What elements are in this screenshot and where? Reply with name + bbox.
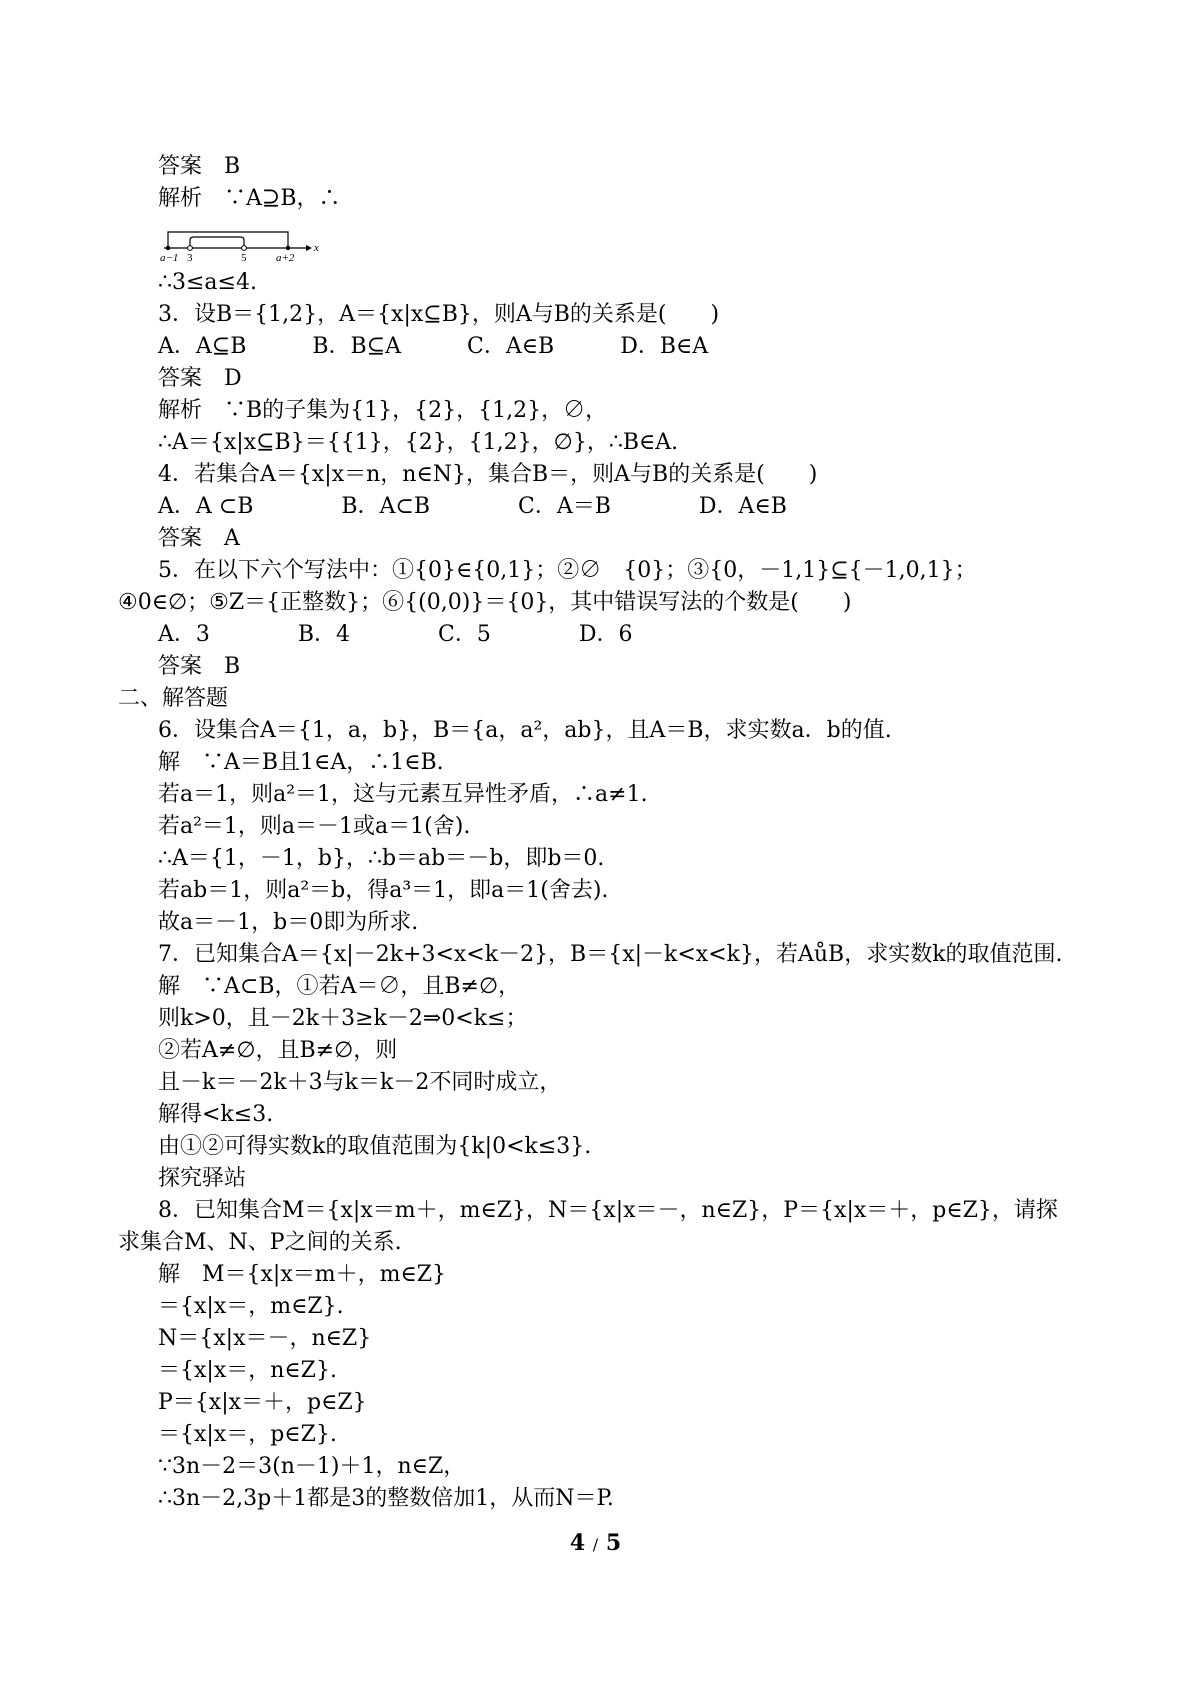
point-5	[242, 246, 247, 251]
interval-a-bracket	[168, 232, 288, 248]
page-total: 5	[605, 1530, 622, 1556]
text-line-l01: 答案 B	[158, 154, 241, 179]
text-line-l27: ②若A≠∅，且B≠∅，则	[158, 1038, 398, 1063]
text-line-l40: ∵3n－2＝3(n－1)＋1，n∈Z，	[158, 1454, 466, 1479]
number-line-diagram	[160, 222, 350, 262]
text-line-l13: ④0∈∅；⑤Z＝{正整数}；⑥{(0,0)}＝{0}，其中错误写法的个数是( )	[118, 590, 852, 615]
text-line-l28: 且－k＝－2k＋3与k＝k－2不同时成立，	[158, 1070, 562, 1095]
text-line-l07: 解析 ∵B的子集为{1}，{2}，{1,2}，∅，	[158, 398, 608, 423]
text-line-l03: ∴3≤a≤4.	[158, 270, 257, 295]
point-3	[188, 246, 193, 251]
text-line-l30: 由①②可得实数k的取值范围为{k|0<k≤3}.	[158, 1134, 592, 1159]
text-line-l35: ＝{x|x＝，m∈Z}.	[158, 1294, 344, 1319]
text-line-l12: 5．在以下六个写法中：①{0}∈{0,1}；②∅ {0}；③{0，－1,1}⊆{－1,0,1}；	[158, 558, 977, 583]
text-line-l31: 探究驿站	[158, 1166, 247, 1191]
page-number	[0, 1528, 1191, 1560]
text-line-l38: P＝{x|x＝＋，p∈Z}	[158, 1390, 367, 1415]
text-line-l32: 8．已知集合M＝{x|x＝m＋，m∈Z}，N＝{x|x＝－，n∈Z}，P＝{x|x＝＋，p∈Z}，请探	[158, 1198, 1058, 1223]
text-line-l33: 求集合M、N、P之间的关系.	[118, 1230, 402, 1255]
page-current: 4	[569, 1530, 586, 1556]
text-line-l19: 若a＝1，则a²＝1，这与元素互异性矛盾，∴a≠1.	[158, 782, 648, 807]
text-line-l41: ∴3n－2,3p＋1都是3的整数倍加1，从而N＝P.	[158, 1486, 614, 1511]
interval-b-bracket	[190, 237, 244, 248]
text-line-l39: ＝{x|x＝，p∈Z}.	[158, 1422, 337, 1447]
text-line-l17: 6．设集合A＝{1，a，b}，B＝{a，a²，ab}，且A＝B，求实数a．b的值.	[158, 718, 892, 743]
text-line-l21: ∴A＝{1，－1，b}，∴b＝ab＝－b，即b＝0.	[158, 846, 605, 871]
text-line-l24: 7．已知集合A＝{x|－2k+3<x<k－2}，B＝{x|－k<x<k}，若AůB，求实数k的取值范围.	[158, 942, 1063, 967]
text-line-l20: 若a²＝1，则a＝－1或a＝1(舍).	[158, 814, 471, 839]
text-line-l15: 答案 B	[158, 654, 241, 679]
text-line-l18: 解 ∵A＝B且1∈A，∴1∈B.	[158, 750, 444, 775]
text-line-l26: 则k>0，且－2k＋3≥k－2⇒0<k≤；	[158, 1006, 528, 1031]
text-line-l25: 解 ∵A⊂B，①若A＝∅，且B≠∅，	[158, 974, 521, 999]
text-line-l04: 3．设B＝{1,2}，A＝{x|x⊆B}，则A与B的关系是( )	[158, 302, 720, 327]
label-a-minus-1: a−1	[160, 252, 179, 262]
text-line-l11: 答案 A	[158, 526, 240, 551]
label-5: 5	[241, 252, 247, 262]
text-line-l05: A．A⊆B B．B⊆A C．A∈B D．B∈A	[158, 334, 709, 359]
text-line-l09: 4．若集合A＝{x|x＝n，n∈N}，集合B＝，则A与B的关系是( )	[158, 462, 818, 487]
text-line-l14: A．3 B．4 C．5 D．6	[158, 622, 633, 647]
label-x-axis: x	[314, 242, 319, 254]
label-3: 3	[187, 252, 193, 262]
text-line-l08: ∴A＝{x|x⊆B}＝{{1}，{2}，{1,2}，∅}，∴B∈A.	[158, 430, 679, 455]
text-line-l37: ＝{x|x＝，n∈Z}.	[158, 1358, 337, 1383]
text-line-l29: 解得<k≤3.	[158, 1102, 274, 1127]
text-line-l36: N＝{x|x＝－，n∈Z}	[158, 1326, 372, 1351]
point-a-plus-2	[286, 246, 290, 250]
text-line-l34: 解 M＝{x|x＝m＋，m∈Z}	[158, 1262, 447, 1287]
text-line-l16: 二、解答题	[118, 686, 229, 711]
text-line-l10: A．A ⊂B B．A⊂B C．A＝B D．A∈B	[158, 494, 787, 519]
page-separator: /	[592, 1535, 599, 1554]
label-a-plus-2: a+2	[276, 252, 295, 262]
number-line-arrow	[306, 245, 312, 251]
point-a-minus-1	[166, 246, 170, 250]
text-line-l23: 故a＝－1，b＝0即为所求.	[158, 910, 419, 935]
text-line-l22: 若ab＝1，则a²＝b，得a³＝1，即a＝1(舍去).	[158, 878, 609, 903]
text-line-l06: 答案 D	[158, 366, 242, 391]
text-line-l02: 解析 ∵A⊇B，∴	[158, 186, 341, 211]
